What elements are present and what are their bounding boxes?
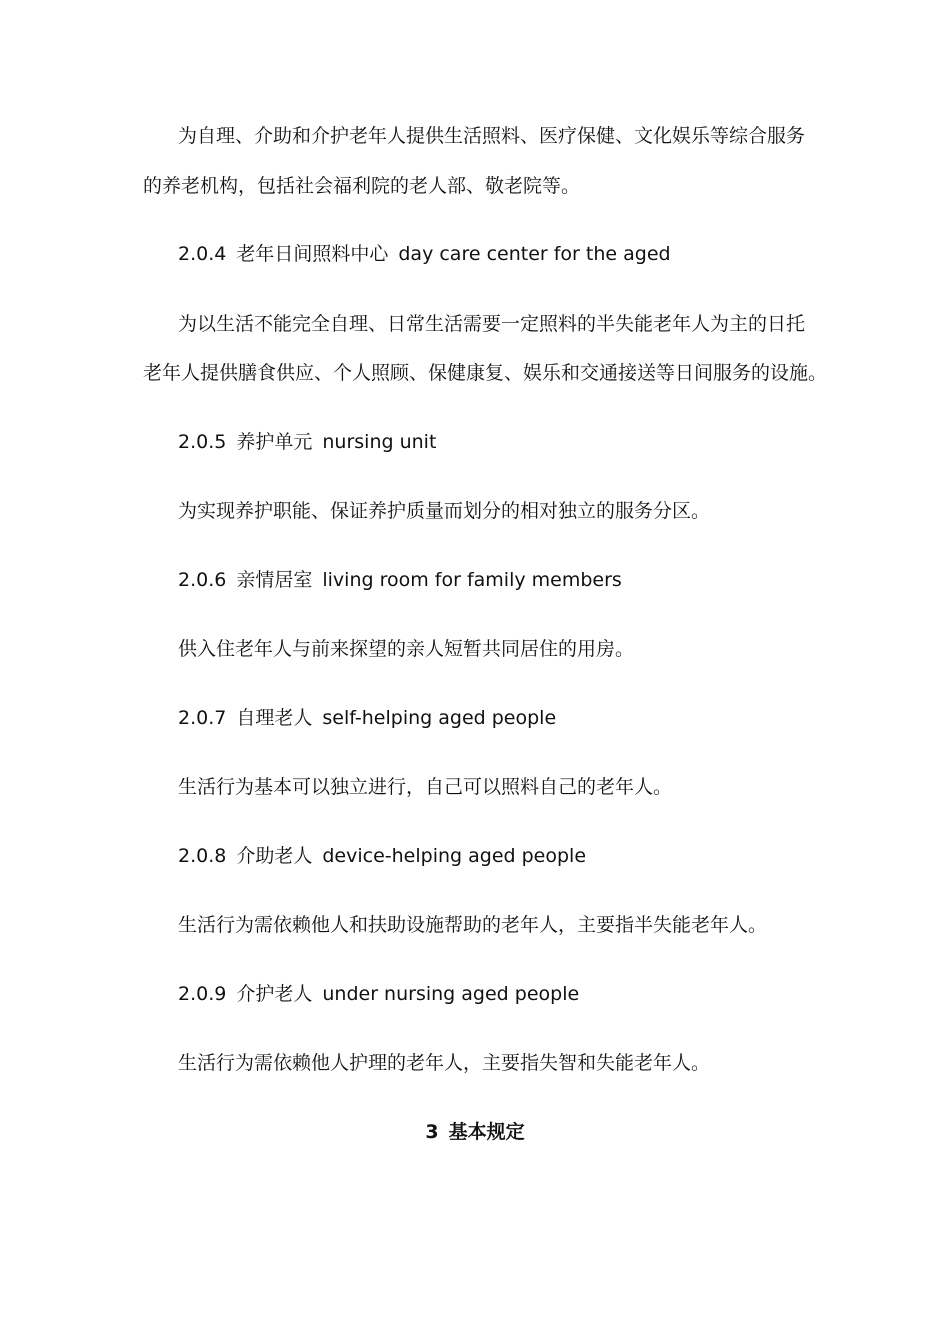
term-chinese: 亲情居室: [236, 569, 313, 591]
paragraph-line: 供入住老年人与前来探望的亲人短暂共同居住的用房。: [178, 638, 635, 660]
term-english: living room for family members: [322, 569, 622, 591]
paragraph-line: 为以生活不能完全自理、日常生活需要一定照料的半失能老年人为主的日托: [178, 313, 806, 335]
paragraph-line: 为自理、介助和介护老年人提供生活照料、医疗保健、文化娱乐等综合服务: [178, 125, 806, 147]
term-number: 2.0.6: [178, 569, 227, 591]
term-english: self-helping aged people: [322, 707, 557, 729]
term-chinese: 介助老人: [236, 845, 313, 867]
term-english: nursing unit: [322, 431, 437, 453]
term-number: 2.0.7: [178, 707, 227, 729]
paragraph-line: 老年人提供膳食供应、个人照顾、保健康复、娱乐和交通接送等日间服务的设施。: [143, 362, 828, 384]
section-title: 基本规定: [448, 1121, 525, 1143]
term-number: 2.0.9: [178, 983, 227, 1005]
term-number: 2.0.5: [178, 431, 227, 453]
paragraph-line: 的养老机构，包括社会福利院的老人部、敬老院等。: [143, 175, 581, 197]
term-heading-2-0-9: [178, 980, 858, 1008]
paragraph-line: 生活行为基本可以独立进行，自己可以照料自己的老年人。: [178, 776, 673, 798]
term-chinese: 自理老人: [236, 707, 313, 729]
term-number: 2.0.4: [178, 243, 227, 265]
section-heading: [0, 1118, 950, 1146]
paragraph-line: 为实现养护职能、保证养护质量而划分的相对独立的服务分区。: [178, 500, 711, 522]
term-chinese: 介护老人: [236, 983, 313, 1005]
term-number: 2.0.8: [178, 845, 227, 867]
term-heading-2-0-8: [178, 842, 858, 870]
section-number: 3: [425, 1121, 439, 1143]
term-heading-2-0-6: [178, 566, 858, 594]
term-chinese: 老年日间照料中心: [236, 243, 389, 265]
paragraph-line: 生活行为需依赖他人和扶助设施帮助的老年人，主要指半失能老年人。: [178, 914, 768, 936]
term-heading-2-0-4: [178, 240, 858, 268]
term-chinese: 养护单元: [236, 431, 313, 453]
term-english: device-helping aged people: [322, 845, 587, 867]
term-heading-2-0-5: [178, 428, 858, 456]
term-english: under nursing aged people: [322, 983, 580, 1005]
term-english: day care center for the aged: [398, 243, 671, 265]
paragraph-line: 生活行为需依赖他人护理的老年人，主要指失智和失能老年人。: [178, 1052, 711, 1074]
term-heading-2-0-7: [178, 704, 858, 732]
